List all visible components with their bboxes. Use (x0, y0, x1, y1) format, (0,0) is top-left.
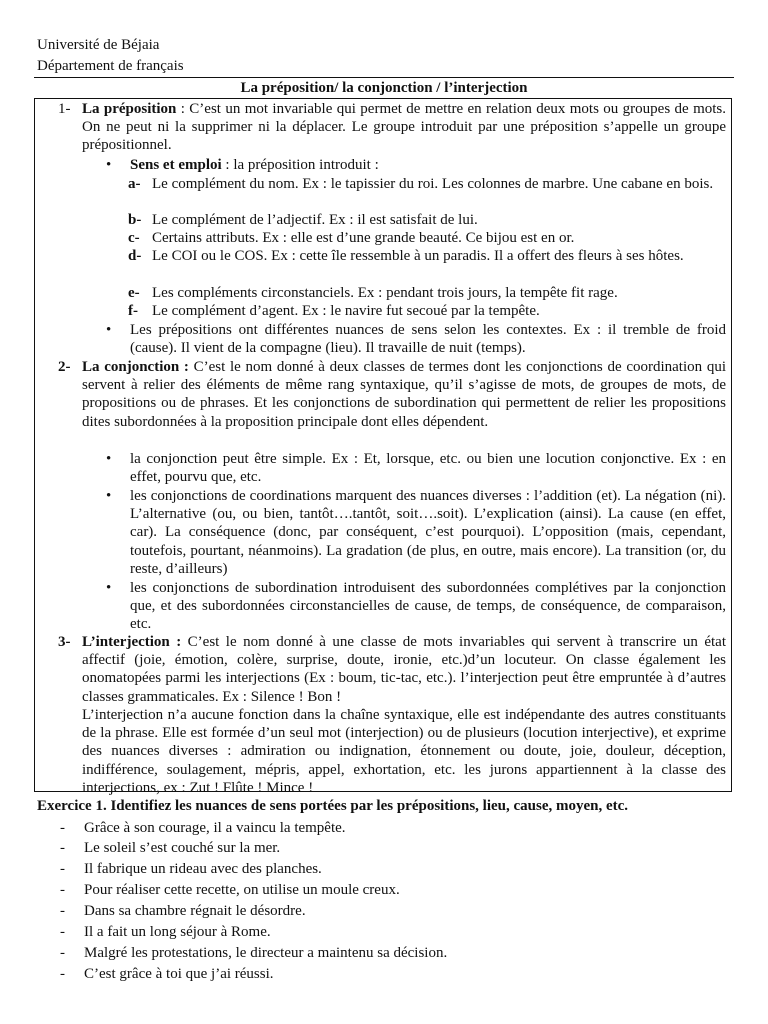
section-interjection (58, 633, 726, 706)
university-name: Université de Béjaia (37, 37, 160, 53)
header-rule (34, 77, 734, 78)
section-number: 1- (58, 101, 71, 117)
list-item (128, 229, 726, 247)
item-letter: d- (128, 248, 142, 264)
bullet-label: Sens et emploi (130, 157, 222, 173)
item-text: Le complément de l’adjectif. Ex : il est satisfait de lui. (152, 212, 478, 228)
exercise-title: Exercice 1. Identifiez les nuances de sens portées par les prépositions, lieu, cause, moyen, etc. (37, 798, 629, 814)
bullet-coordination: • les conjonctions de coordinations marquent des nuances diverses : l’addition (et). La négation (ni). L’alternative (ou, ou bien, tantôt….tantôt, soit….soit). L’explication (ainsi). La cause (en effet, car). La conséquence (donc, par conséquent, c’est pourquoi). L’opposition (mais, cependant, toutefois, pourtant, néanmoins). La gradation (de plus, en outre, mais encore). La transition (or, du reste, d’ailleurs) (130, 487, 726, 578)
section-preposition (58, 100, 726, 155)
exercise-item: - Dans sa chambre régnait le désordre. (84, 902, 306, 921)
item-text: Le complément du nom. Ex : le tapissier du roi. Les colonnes de marbre. Une cabane en bois. (152, 176, 714, 192)
exercise-item: - Il fabrique un rideau avec des planches. (84, 860, 322, 879)
item-text: Le complément d’agent. Ex : le navire fut secoué par la tempête. (152, 303, 540, 319)
exercise-item: - Pour réaliser cette recette, on utilise un moule creux. (84, 881, 400, 900)
list-item (128, 175, 726, 193)
list-item (128, 247, 726, 265)
item-letter: e- (128, 285, 140, 301)
item-letter: b- (128, 212, 142, 228)
exercise-item: - C’est grâce à toi que j’ai réussi. (84, 965, 274, 984)
section-conjonction (58, 358, 726, 431)
bullet-conjonction-simple: • la conjonction peut être simple. Ex : Et, lorsque, etc. ou bien une locution conjonctive. Ex : en effet, pourvu que, etc. (130, 450, 726, 486)
item-text: Certains attributs. Ex : elle est d’une grande beauté. Ce bijou est en or. (152, 230, 575, 246)
section-term: La conjonction : (82, 359, 189, 375)
item-text: Les compléments circonstanciels. Ex : pendant trois jours, la tempête fit rage. (152, 285, 618, 301)
item-letter: f- (128, 303, 138, 319)
list-item (128, 211, 726, 229)
list-item (128, 284, 726, 302)
item-letter: c- (128, 230, 140, 246)
bullet-nuances: • Les prépositions ont différentes nuances de sens selon les contextes. Ex : il tremble de froid (cause). Il vient de la compagne (lieu). Il travaille de nuit (temps). (130, 321, 726, 357)
section-text: C’est le nom donné à une classe de mots invariables qui servent à transcrire un état affectif (joie, émotion, colère, surprise, doute, ironie, etc.)d’un locuteur. On classe également les onomatopées parmi les interjections (Ex : boum, tic-tac, etc.). l’interjection peut être empruntée à d’autres classes grammaticales. Ex : Silence ! Bon ! (82, 634, 726, 705)
exercise-item: - Grâce à son courage, il a vaincu la tempête. (84, 819, 346, 838)
item-letter: a- (128, 176, 141, 192)
bullet-subordination: • les conjonctions de subordination introduisent des subordonnées complétives par la conjonction que, et des subordonnées circonstancielles de cause, de temps, de conséquence, de comparaison, etc. (130, 579, 726, 634)
section-number: 3- (58, 634, 71, 650)
bullet-sens-emploi (130, 156, 726, 174)
header (37, 35, 184, 77)
list-item (128, 302, 726, 320)
section-number: 2- (58, 359, 71, 375)
section-interjection-detail: L’interjection n’a aucune fonction dans la chaîne syntaxique, elle est indépendante des autres constituants de la phrase. Elle est formée d’un seul mot (interjection) ou de plusieurs (locution interjective), et exprime des nuances diverses : admiration ou indignation, étonnement ou doute, joie, douleur, déception, indifférence, soulagement, mépris, appel, exhortation, etc. les jurons appartiennent à la classe des interjections, ex : Zut ! Flûte ! Mince ! (82, 707, 726, 796)
section-text: : C’est un mot invariable qui permet de mettre en relation deux mots ou groupes de mots. On ne peut ni la supprimer ni la déplacer. Le groupe introduit par une préposition s’appelle un groupe prépositionnel. (82, 101, 726, 154)
page-title: La préposition/ la conjonction / l’interjection (240, 80, 528, 96)
section-term: La préposition (82, 101, 177, 117)
exercise-item: - Le soleil s’est couché sur la mer. (84, 839, 280, 858)
department-name: Département de français (37, 58, 184, 74)
section-term: L’interjection : (82, 634, 182, 650)
bullet-text: : la préposition introduit : (221, 157, 379, 173)
item-text: Le COI ou le COS. Ex : cette île ressemble à un paradis. Il a offert des fleurs à ses hôtes. (152, 248, 684, 264)
exercise-item: - Il a fait un long séjour à Rome. (84, 923, 271, 942)
exercise-item: - Malgré les protestations, le directeur a maintenu sa décision. (84, 944, 447, 963)
section-text: C’est le nom donné à deux classes de termes dont les conjonctions de coordination qui servent à relier des éléments de même rang syntaxique, qu’il s’agisse de mots, de groupes de mots, de propositions ou de phrases. Et les conjonctions de subordination qui permettent de relier les propositions dites subordonnées à la proposition principale dont elles dépendent. (82, 359, 726, 430)
